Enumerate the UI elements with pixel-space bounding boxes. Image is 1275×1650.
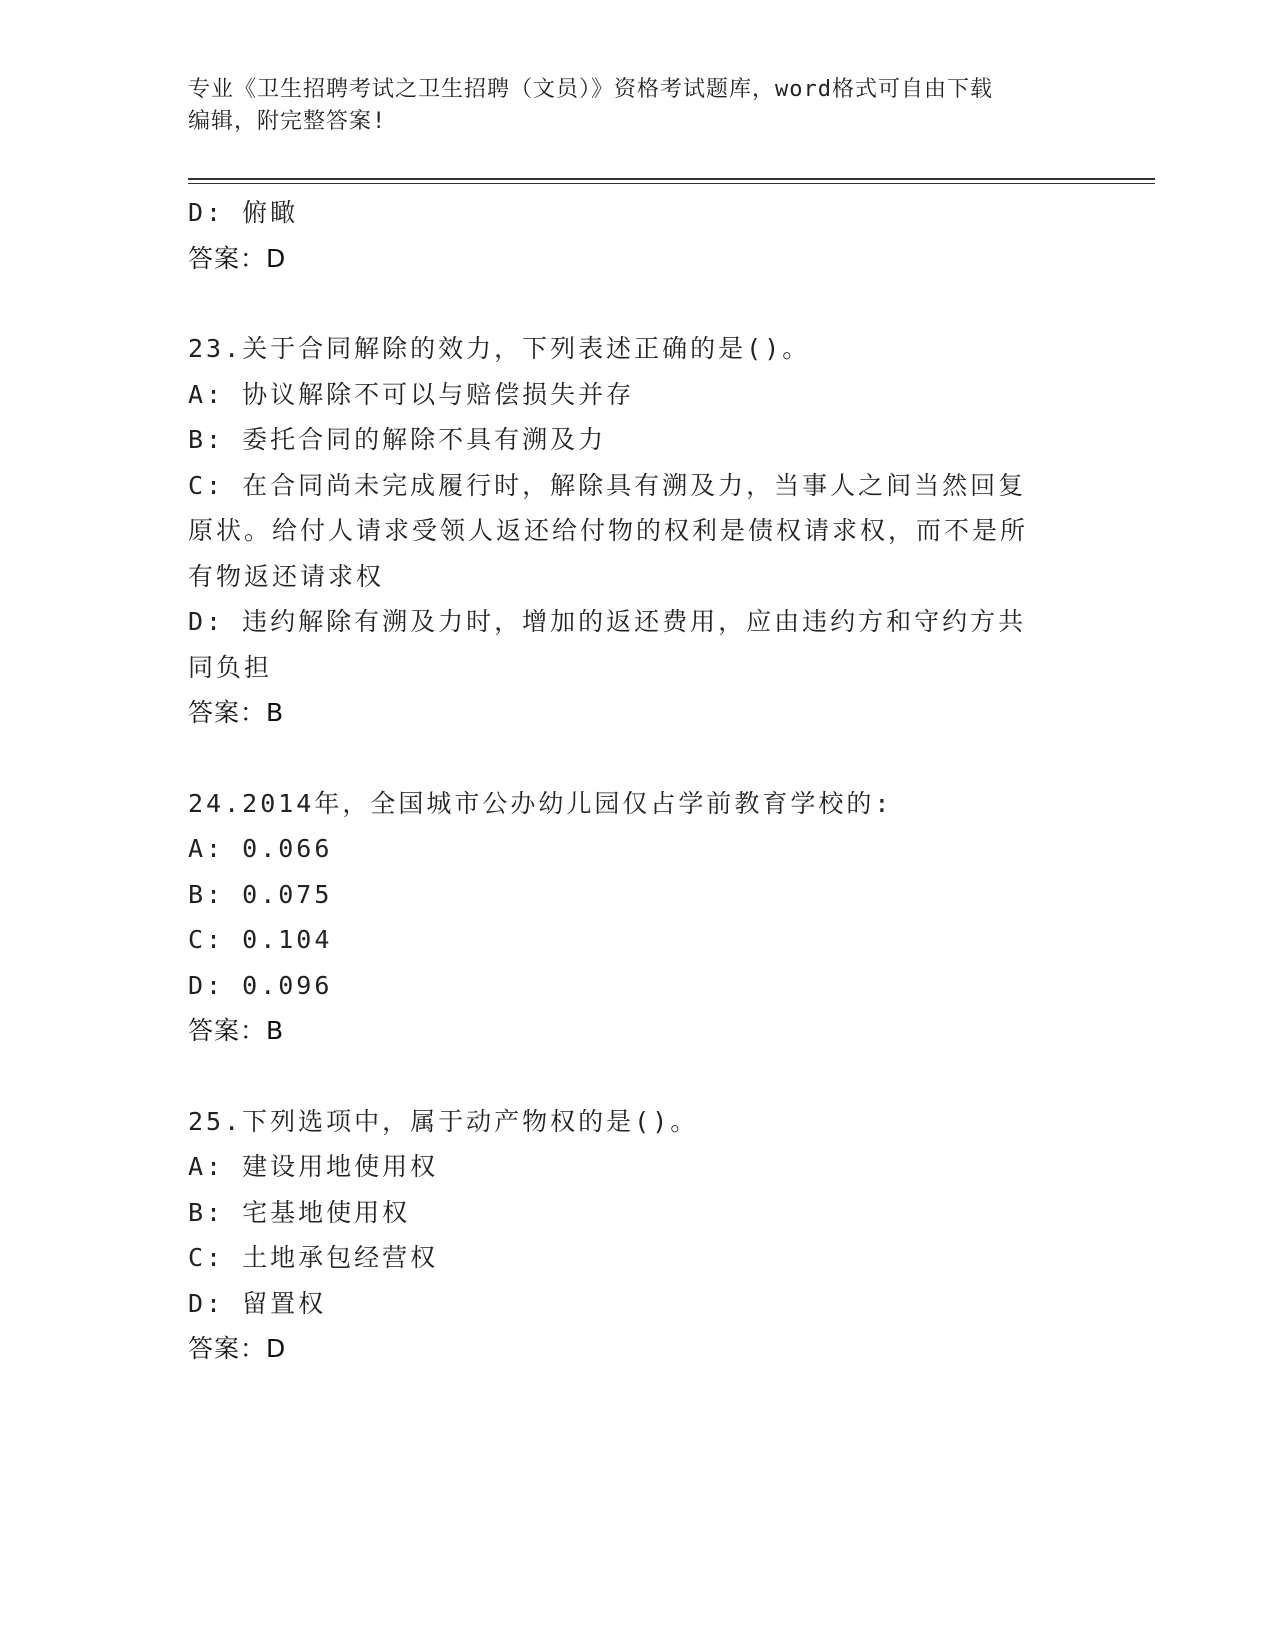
option-c: C: 在合同尚未完成履行时，解除具有溯及力，当事人之间当然回复原状。给付人请求受领人返还给付物的权利是债权请求权，而不是所有物返还请求权: [188, 470, 1029, 591]
question-25: [188, 1099, 1088, 1372]
document-header: [188, 74, 1088, 138]
answer-line: 答案：B: [188, 698, 285, 727]
answer-line: 答案：B: [188, 1016, 285, 1045]
option-a: A: 建设用地使用权: [188, 1152, 439, 1181]
option-d: D: 留置权: [188, 1288, 327, 1318]
question-stem: 23.关于合同解除的效力，下列表述正确的是()。: [188, 334, 811, 363]
header-line-1: 专业《卫生招聘考试之卫生招聘（文员）》资格考试题库，word格式可自由下载: [188, 77, 993, 102]
header-divider-thick: [188, 178, 1155, 180]
option-b: B: 宅基地使用权: [188, 1197, 411, 1227]
option-c: C: 土地承包经营权: [188, 1243, 439, 1272]
option-b: B: 委托合同的解除不具有溯及力: [188, 425, 607, 454]
question-stem: 25.下列选项中，属于动产物权的是()。: [188, 1106, 699, 1136]
previous-question-tail: [188, 190, 1088, 281]
option-d: D: 俯瞰: [188, 198, 299, 227]
option-a: A: 0.066: [188, 834, 333, 863]
question-stem: 24.2014年，全国城市公办幼儿园仅占学前教育学校的:: [188, 788, 893, 818]
header-divider-thin: [188, 183, 1155, 184]
option-a: A: 协议解除不可以与赔偿损失并存: [188, 379, 635, 409]
question-24: [188, 781, 1088, 1054]
answer-line: 答案：D: [188, 1334, 287, 1363]
answer-line: 答案：D: [188, 243, 287, 273]
option-b: B: 0.075: [188, 879, 333, 909]
header-line-2: 编辑，附完整答案!: [188, 109, 387, 134]
question-23: [188, 326, 1088, 736]
question-list: [188, 190, 1088, 1372]
option-c: C: 0.104: [188, 925, 333, 954]
option-d: D: 0.096: [188, 970, 333, 1000]
option-d: D: 违约解除有溯及力时，增加的返还费用，应由违约方和守约方共同负担: [188, 607, 1027, 682]
